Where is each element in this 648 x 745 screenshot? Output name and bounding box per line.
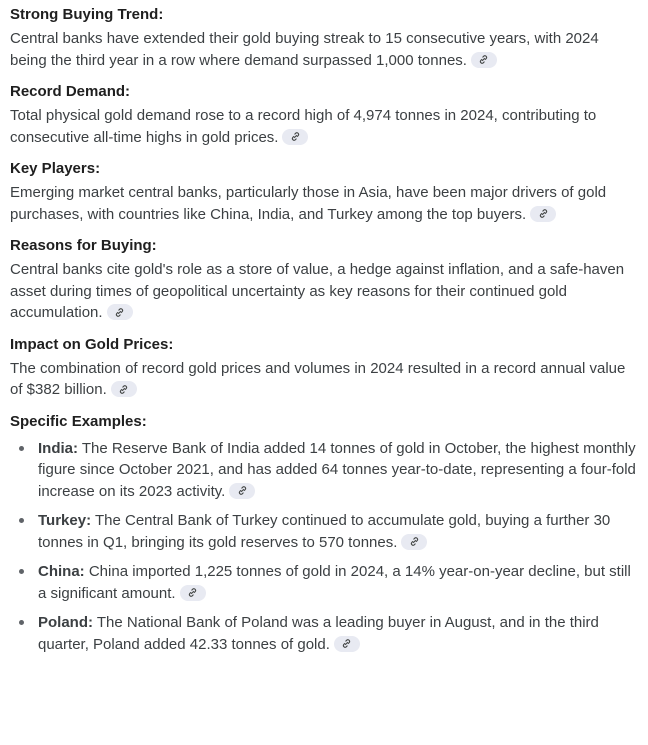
citation-link-button[interactable] [111, 381, 137, 397]
link-icon [290, 131, 301, 142]
example-text: The Reserve Bank of India added 14 tonnes of gold in October, the highest monthly figure since October 2021, and has added 64 tonnes year-to-date, representing a four-fold increase on its 2023 activity. [38, 439, 636, 500]
section-record-demand [10, 81, 638, 148]
section-text: Central banks have extended their gold buying streak to 15 consecutive years, with 2024 being the third year in a row where demand surpassed 1,000 tonnes. [10, 30, 599, 69]
section-paragraph [10, 358, 638, 401]
link-icon [409, 536, 420, 547]
link-icon [237, 485, 248, 496]
section-paragraph [10, 28, 638, 71]
citation-link-button[interactable] [334, 636, 360, 652]
section-heading: Reasons for Buying: [10, 237, 157, 254]
section-heading: Specific Examples: [10, 412, 147, 430]
section-heading: Record Demand: [10, 83, 131, 100]
section-strong-buying-trend [10, 4, 638, 71]
section-reasons-for-buying [10, 235, 638, 324]
citation-link-button[interactable] [471, 52, 497, 68]
section-text: Emerging market central banks, particularly those in Asia, have been major drivers of gold purchases, with countries like China, India, and Turkey among the top buyers. [10, 184, 607, 223]
section-key-players [10, 158, 638, 225]
section-text: Central banks cite gold's role as a store of value, a hedge against inflation, and a safe-haven asset during times of geopolitical uncertainty as key reasons for their continued gold accumulation. [10, 261, 625, 321]
example-text: China imported 1,225 tonnes of gold in 2024, a 14% year-on-year decline, but still a significant amount. [38, 563, 631, 602]
section-heading: Strong Buying Trend: [10, 6, 164, 23]
list-item [10, 561, 638, 604]
bullet-icon [19, 518, 24, 523]
citation-link-button[interactable] [401, 534, 427, 550]
example-text: The National Bank of Poland was a leading buyer in August, and in the third quarter, Poland added 42.33 tonnes of gold. [38, 614, 599, 653]
link-icon [187, 587, 198, 598]
link-icon [538, 208, 549, 219]
examples-list [10, 438, 638, 656]
section-paragraph [10, 105, 638, 148]
country-label: India: [38, 439, 78, 457]
citation-link-button[interactable] [107, 304, 133, 320]
citation-link-button[interactable] [180, 585, 206, 601]
list-item [10, 612, 638, 655]
country-label: Turkey: [38, 512, 92, 529]
citation-link-button[interactable] [530, 206, 556, 222]
section-text: Total physical gold demand rose to a record high of 4,974 tonnes in 2024, contributing to consecutive all-time highs in gold prices. [10, 107, 597, 146]
list-item [10, 438, 638, 503]
link-icon [114, 307, 125, 318]
section-heading: Key Players: [10, 160, 101, 177]
list-item [10, 510, 638, 553]
country-label: Poland: [38, 614, 93, 631]
bullet-icon [19, 569, 24, 574]
bullet-icon [19, 446, 24, 451]
section-specific-examples [10, 411, 638, 656]
citation-link-button[interactable] [229, 483, 255, 499]
bullet-icon [19, 620, 24, 625]
section-heading: Impact on Gold Prices: [10, 335, 174, 353]
country-label: China: [38, 563, 85, 580]
citation-link-button[interactable] [282, 129, 308, 145]
section-text: The combination of record gold prices and volumes in 2024 resulted in a record annual value of $382 billion. [10, 359, 626, 398]
section-paragraph [10, 182, 638, 225]
example-text: The Central Bank of Turkey continued to accumulate gold, buying a further 30 tonnes in Q1, bringing its gold reserves to 570 tonnes. [38, 512, 611, 551]
section-paragraph [10, 259, 638, 324]
link-icon [118, 384, 129, 395]
link-icon [478, 54, 489, 65]
link-icon [341, 638, 352, 649]
section-impact-on-gold-prices [10, 334, 638, 401]
